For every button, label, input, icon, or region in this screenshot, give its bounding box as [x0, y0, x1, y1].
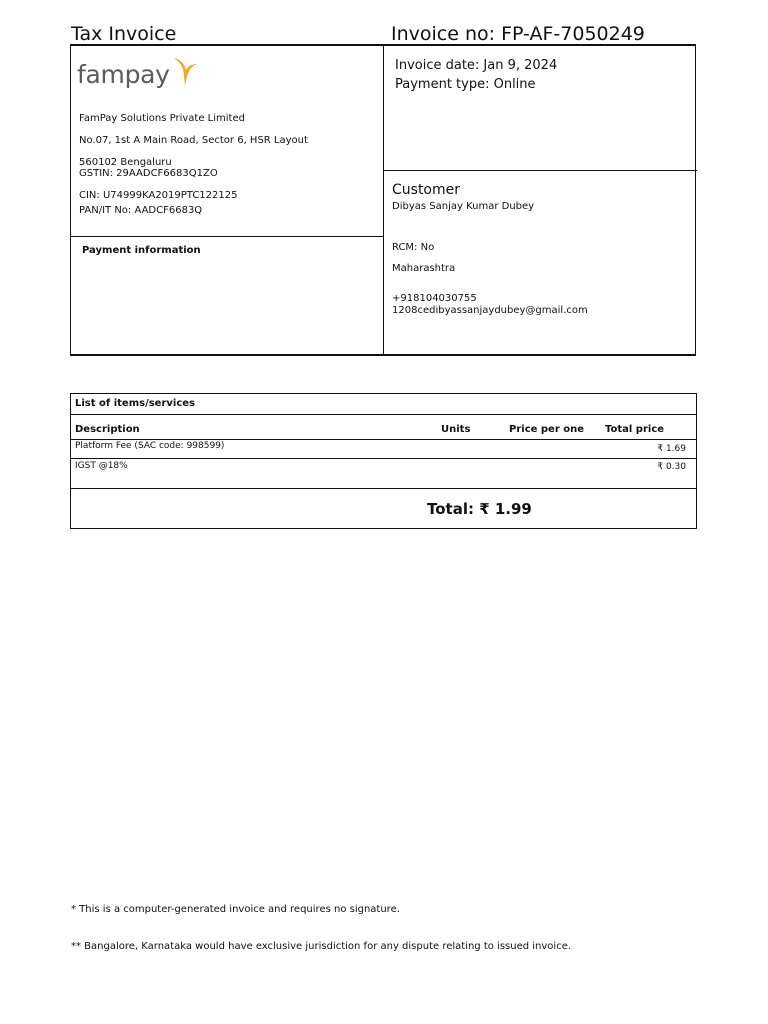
table-row-description: IGST @18% [75, 461, 128, 471]
company-gstin: GSTIN: 29AADCF6683Q1ZO [79, 168, 218, 179]
footer-note-jurisdiction: ** Bangalore, Karnataka would have exclusive jurisdiction for any dispute relating to issued invoice. [71, 941, 572, 952]
header-box-right-divider [383, 170, 697, 171]
logo-wordmark: fampay [77, 59, 170, 89]
items-heading-divider [70, 414, 697, 415]
items-heading: List of items/services [75, 398, 196, 409]
payment-info-heading: Payment information [82, 245, 201, 256]
column-header-divider [70, 439, 697, 440]
row-divider [70, 458, 697, 459]
customer-rcm: RCM: No [392, 242, 435, 253]
table-row-total: ₹ 1.69 [657, 444, 686, 454]
company-cin: CIN: U74999KA2019PTC122125 [79, 190, 238, 201]
customer-email: 1208cedibyassanjaydubey@gmail.com [392, 305, 588, 316]
footer-note-signature: * This is a computer-generated invoice and requires no signature. [71, 904, 400, 915]
table-row-total: ₹ 0.30 [657, 462, 686, 472]
invoice-date: Invoice date: Jan 9, 2024 [395, 58, 558, 73]
fampay-bird-icon [172, 54, 198, 88]
customer-state: Maharashtra [392, 263, 456, 274]
document-title: Tax Invoice [71, 23, 177, 45]
table-row-description: Platform Fee (SAC code: 998599) [75, 441, 225, 451]
header-box-left-divider [70, 236, 384, 237]
company-name: FamPay Solutions Private Limited [79, 113, 245, 124]
customer-name: Dibyas Sanjay Kumar Dubey [392, 201, 535, 212]
invoice-total: Total: ₹ 1.99 [427, 500, 532, 518]
invoice-number: Invoice no: FP-AF-7050249 [391, 23, 645, 45]
column-price-per-one: Price per one [509, 424, 585, 435]
company-city: 560102 Bengaluru [79, 157, 172, 168]
company-logo [77, 56, 198, 92]
header-box-vertical-divider [383, 45, 384, 356]
column-description: Description [75, 424, 140, 435]
column-units: Units [441, 424, 471, 435]
customer-phone: +918104030755 [392, 293, 477, 304]
payment-type: Payment type: Online [395, 77, 536, 92]
total-divider [70, 488, 697, 489]
customer-heading: Customer [392, 182, 461, 198]
company-address: No.07, 1st A Main Road, Sector 6, HSR Layout [79, 135, 308, 146]
company-pan: PAN/IT No: AADCF6683Q [79, 205, 203, 216]
column-total-price: Total price [605, 424, 665, 435]
